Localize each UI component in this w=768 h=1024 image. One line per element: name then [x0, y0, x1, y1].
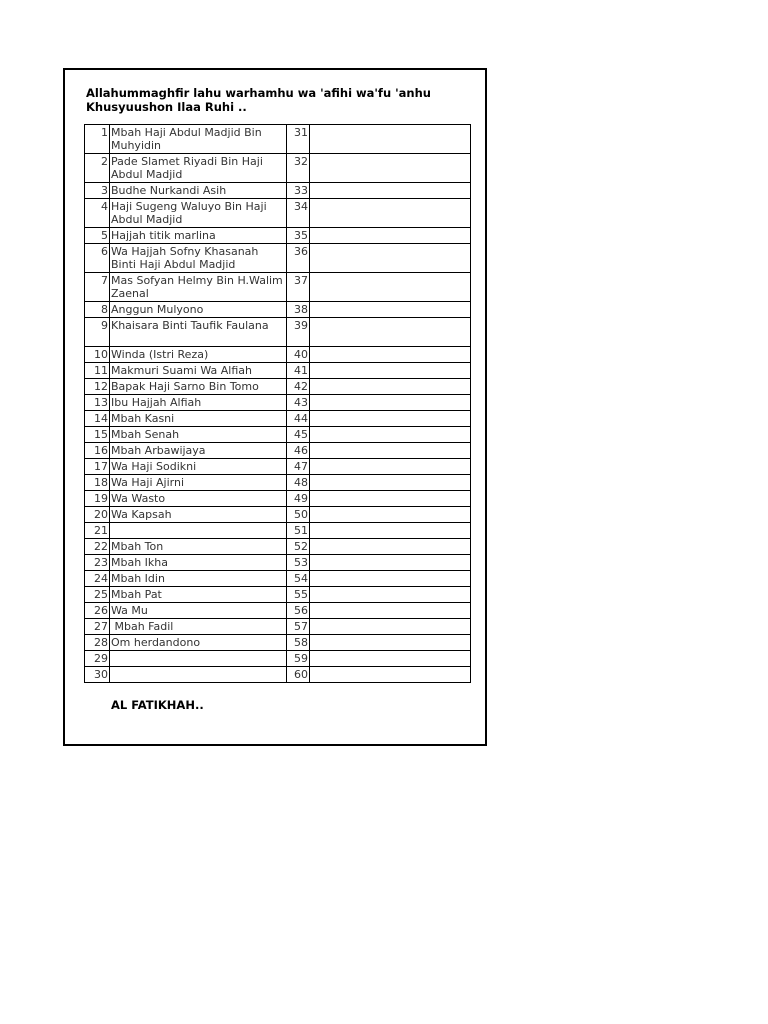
table-row [85, 619, 471, 635]
row-name [110, 635, 287, 651]
row-name-line: Wa Kapsah [111, 508, 172, 521]
row-number: 6 [85, 244, 110, 273]
row-name-right [310, 651, 471, 667]
row-name [110, 199, 287, 228]
row-name-right [310, 603, 471, 619]
row-name [110, 379, 287, 395]
table-row [85, 539, 471, 555]
row-name-right [310, 302, 471, 318]
row-number: 30 [85, 667, 110, 683]
row-number: 7 [85, 273, 110, 302]
table-row [85, 667, 471, 683]
row-number: 23 [85, 555, 110, 571]
row-name-line: Mbah Idin [111, 572, 165, 585]
row-name [110, 587, 287, 603]
row-name-right [310, 183, 471, 199]
names-table [84, 124, 471, 683]
table-row [85, 228, 471, 244]
row-number-right: 51 [287, 523, 310, 539]
row-number: 11 [85, 363, 110, 379]
table-row [85, 302, 471, 318]
row-number: 3 [85, 183, 110, 199]
row-number-right: 52 [287, 539, 310, 555]
row-name-right [310, 154, 471, 183]
row-name-right [310, 491, 471, 507]
row-name [110, 125, 287, 154]
row-number-right: 37 [287, 273, 310, 302]
row-number: 25 [85, 587, 110, 603]
table-row [85, 475, 471, 491]
row-name [110, 459, 287, 475]
closing-text: AL FATIKHAH.. [111, 698, 204, 712]
row-name-right [310, 411, 471, 427]
row-name-line: Mbah Ikha [111, 556, 169, 569]
row-name-right [310, 395, 471, 411]
row-name-line: Mbah Arbawijaya [111, 444, 206, 457]
table-row [85, 635, 471, 651]
row-number-right: 35 [287, 228, 310, 244]
row-name [110, 555, 287, 571]
row-name [110, 154, 287, 183]
table-row [85, 379, 471, 395]
table-row [85, 244, 471, 273]
row-name [110, 183, 287, 199]
row-name [110, 475, 287, 491]
table-row [85, 154, 471, 183]
row-name-line: Zaenal [111, 287, 149, 300]
row-name-line: Winda (Istri Reza) [111, 348, 209, 361]
row-name [110, 318, 287, 347]
table-row [85, 395, 471, 411]
row-name-right [310, 571, 471, 587]
row-name-line: Binti Haji Abdul Madjid [111, 258, 236, 271]
row-number: 29 [85, 651, 110, 667]
row-name-line: Wa Mu [111, 604, 148, 617]
row-number-right: 56 [287, 603, 310, 619]
row-name-right [310, 555, 471, 571]
row-name-right [310, 228, 471, 244]
table-row [85, 491, 471, 507]
table-row [85, 199, 471, 228]
table-row [85, 587, 471, 603]
row-name [110, 427, 287, 443]
table-row [85, 651, 471, 667]
row-name-right [310, 363, 471, 379]
row-name-right [310, 318, 471, 347]
row-name [110, 651, 287, 667]
table-row [85, 443, 471, 459]
row-name [110, 603, 287, 619]
row-number-right: 39 [287, 318, 310, 347]
row-name-line: Anggun Mulyono [111, 303, 204, 316]
row-number-right: 36 [287, 244, 310, 273]
row-number: 20 [85, 507, 110, 523]
row-number-right: 55 [287, 587, 310, 603]
row-number-right: 47 [287, 459, 310, 475]
row-number: 8 [85, 302, 110, 318]
title-line-1: Allahummaghfir lahu warhamhu wa 'afihi wa'fu 'anhu [86, 86, 431, 100]
row-name-line: Abdul Madjid [111, 213, 183, 226]
row-name-line: Wa Haji Ajirni [111, 476, 185, 489]
row-number-right: 60 [287, 667, 310, 683]
row-name-line: Hajjah titik marlina [111, 229, 216, 242]
row-number: 28 [85, 635, 110, 651]
row-number-right: 49 [287, 491, 310, 507]
row-number: 12 [85, 379, 110, 395]
row-name [110, 244, 287, 273]
row-name-line: Makmuri Suami Wa Alfiah [111, 364, 252, 377]
row-number: 22 [85, 539, 110, 555]
table-row [85, 507, 471, 523]
row-number: 19 [85, 491, 110, 507]
row-number: 5 [85, 228, 110, 244]
row-name-right [310, 273, 471, 302]
row-name-line [111, 668, 285, 681]
table-row [85, 571, 471, 587]
row-name [110, 619, 287, 635]
row-name [110, 395, 287, 411]
row-number: 13 [85, 395, 110, 411]
row-number-right: 48 [287, 475, 310, 491]
row-number-right: 43 [287, 395, 310, 411]
row-name-right [310, 667, 471, 683]
row-number-right: 53 [287, 555, 310, 571]
row-number-right: 57 [287, 619, 310, 635]
row-name [110, 667, 287, 683]
row-number-right: 54 [287, 571, 310, 587]
table-row [85, 427, 471, 443]
row-name-right [310, 244, 471, 273]
row-name-right [310, 443, 471, 459]
row-name-right [310, 507, 471, 523]
row-name [110, 347, 287, 363]
row-number-right: 33 [287, 183, 310, 199]
row-name [110, 273, 287, 302]
row-number-right: 44 [287, 411, 310, 427]
table-row [85, 318, 471, 347]
row-name-right [310, 523, 471, 539]
row-name [110, 507, 287, 523]
table-row [85, 125, 471, 154]
row-name-right [310, 539, 471, 555]
row-number: 26 [85, 603, 110, 619]
row-number: 16 [85, 443, 110, 459]
table-row [85, 555, 471, 571]
row-name-line [111, 524, 285, 537]
row-number-right: 42 [287, 379, 310, 395]
row-name-right [310, 635, 471, 651]
row-name-line [111, 332, 285, 345]
row-name-line: Wa Hajjah Sofny Khasanah [111, 245, 259, 258]
row-number-right: 50 [287, 507, 310, 523]
row-number: 4 [85, 199, 110, 228]
document-page [63, 68, 487, 746]
row-number: 14 [85, 411, 110, 427]
row-name-line: Haji Sugeng Waluyo Bin Haji [111, 200, 267, 213]
row-name-line: Mas Sofyan Helmy Bin H.Walim [111, 274, 283, 287]
table-row [85, 347, 471, 363]
row-name [110, 411, 287, 427]
row-number-right: 59 [287, 651, 310, 667]
row-name-right [310, 199, 471, 228]
row-number: 15 [85, 427, 110, 443]
row-name-line: Khaisara Binti Taufik Faulana [111, 319, 269, 332]
row-name-line: Wa Wasto [111, 492, 166, 505]
row-number: 17 [85, 459, 110, 475]
row-name [110, 571, 287, 587]
row-name-right [310, 475, 471, 491]
row-name-line: Om herdandono [111, 636, 201, 649]
row-name-right [310, 459, 471, 475]
table-row [85, 273, 471, 302]
row-number-right: 40 [287, 347, 310, 363]
row-name-line: Mbah Fadil [111, 620, 174, 633]
table-row [85, 363, 471, 379]
row-name-line: Mbah Pat [111, 588, 162, 601]
table-row [85, 183, 471, 199]
row-name-line: Budhe Nurkandi Asih [111, 184, 227, 197]
row-name-right [310, 619, 471, 635]
row-name [110, 491, 287, 507]
title-line-2: Khusyuushon Ilaa Ruhi .. [86, 100, 247, 114]
row-name-right [310, 347, 471, 363]
row-name [110, 363, 287, 379]
row-name-line: Mbah Kasni [111, 412, 175, 425]
row-number-right: 46 [287, 443, 310, 459]
row-number: 10 [85, 347, 110, 363]
row-name [110, 539, 287, 555]
row-name-line: Bapak Haji Sarno Bin Tomo [111, 380, 259, 393]
table-row [85, 411, 471, 427]
row-number: 1 [85, 125, 110, 154]
row-name [110, 443, 287, 459]
row-number-right: 31 [287, 125, 310, 154]
row-name-line: Muhyidin [111, 139, 162, 152]
row-number-right: 45 [287, 427, 310, 443]
row-name-line: Mbah Ton [111, 540, 164, 553]
row-number-right: 32 [287, 154, 310, 183]
row-number: 21 [85, 523, 110, 539]
row-number: 24 [85, 571, 110, 587]
table-row [85, 603, 471, 619]
row-name-line: Pade Slamet Riyadi Bin Haji [111, 155, 263, 168]
row-number-right: 58 [287, 635, 310, 651]
table-row [85, 523, 471, 539]
row-name-right [310, 427, 471, 443]
row-number-right: 34 [287, 199, 310, 228]
row-name [110, 228, 287, 244]
row-number-right: 41 [287, 363, 310, 379]
row-name-right [310, 379, 471, 395]
row-name-line [111, 652, 285, 665]
row-name-line: Mbah Senah [111, 428, 180, 441]
row-number: 9 [85, 318, 110, 347]
row-name-line: Mbah Haji Abdul Madjid Bin [111, 126, 262, 139]
row-number: 27 [85, 619, 110, 635]
row-name-right [310, 125, 471, 154]
page-title [86, 86, 476, 114]
table-row [85, 459, 471, 475]
row-name-line: Wa Haji Sodikni [111, 460, 197, 473]
row-name-right [310, 587, 471, 603]
row-number-right: 38 [287, 302, 310, 318]
names-table-body [85, 125, 471, 683]
row-name-line: Abdul Madjid [111, 168, 183, 181]
row-name [110, 302, 287, 318]
row-number: 18 [85, 475, 110, 491]
row-number: 2 [85, 154, 110, 183]
row-name [110, 523, 287, 539]
row-name-line: Ibu Hajjah Alfiah [111, 396, 202, 409]
